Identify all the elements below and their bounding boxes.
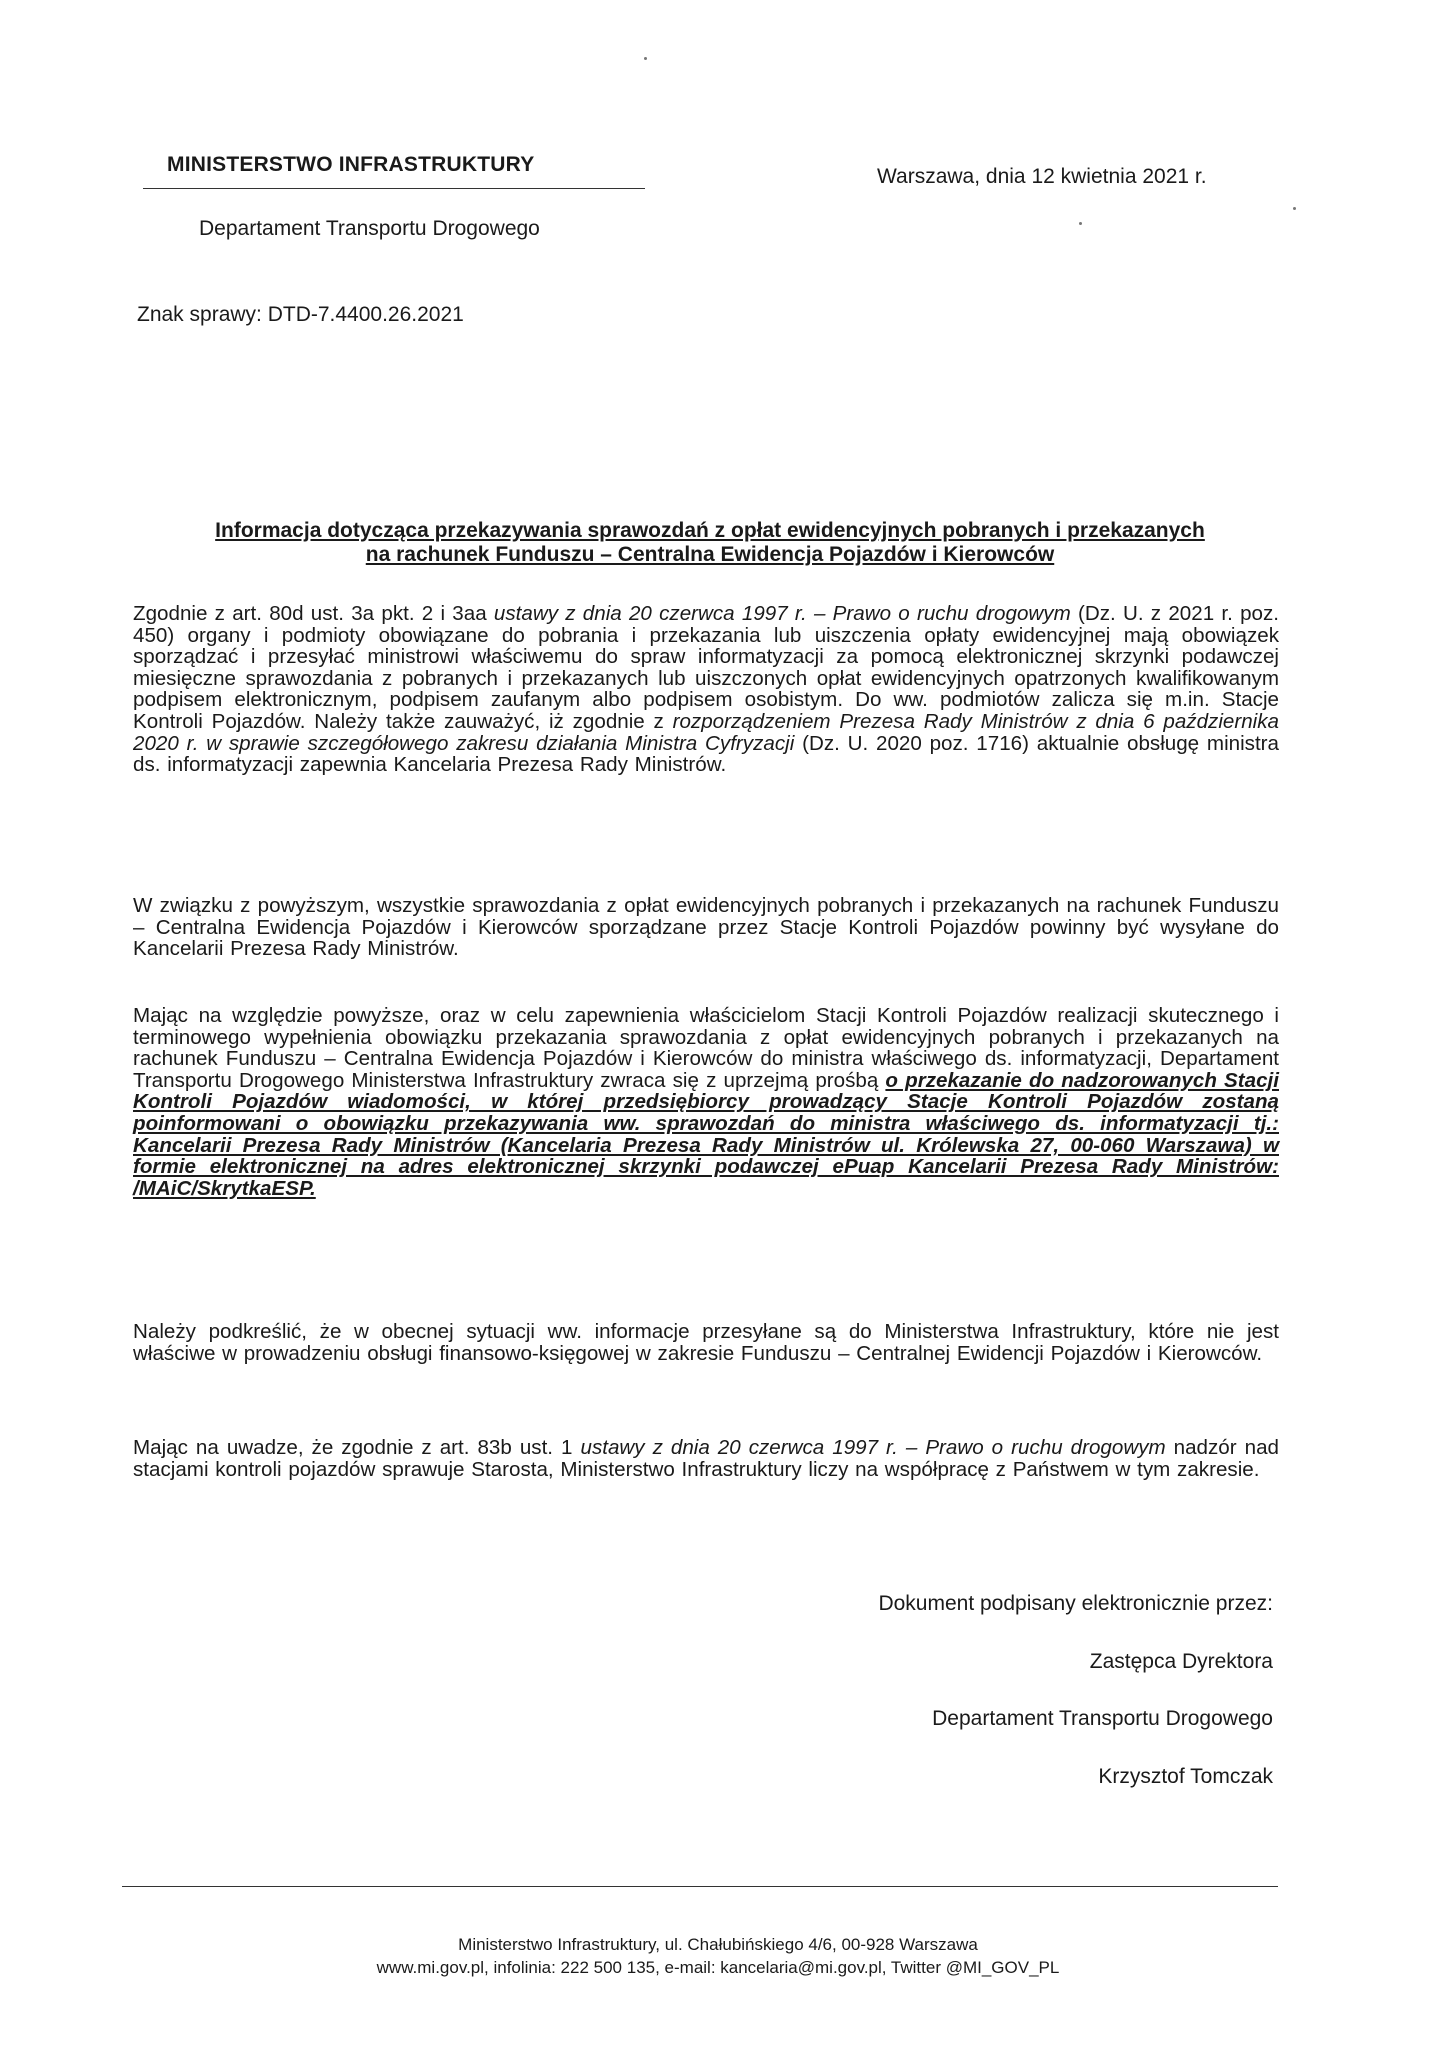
paragraph-1-text-e: (Dz. U. 2020 poz. 1716) aktualnie obsługę ministra ds. informatyzacji zapewnia Kancelaria Prezesa Rady Ministrów. [133,731,1279,777]
header-divider [143,188,645,189]
paragraph-5-act-reference: ustawy z dnia 20 czerwca 1997 r. – Prawo o ruchu drogowym [580,1436,1166,1459]
document-title [130,519,1290,567]
paragraph-1 [133,603,1279,776]
footer-divider [122,1886,1278,1887]
signature-intro: Dokument podpisany elektronicznie przez: [878,1592,1273,1615]
document-date: Warszawa, dnia 12 kwietnia 2021 r. [877,165,1207,188]
paragraph-2: W związku z powyższym, wszystkie sprawozdania z opłat ewidencyjnych pobranych i przekazanych na rachunek Funduszu – Centralna Ewidencja Pojazdów i Kierowców sporządzane przez Stacje Kontroli Pojazdów powinny być wysyłane do Kancelarii Prezesa Rady Ministrów. [133,894,1279,961]
paragraph-3-request-emphasis: o przekazanie do nadzorowanych Stacji Kontroli Pojazdów wiadomości, w której przedsiębiorcy prowadzący Stacje Kontroli Pojazdów zostaną poinformowani o obowiązku przekazywania ww. sprawozdań do ministra właściwego ds. informatyzacji tj.: Kancelarii Prezesa Rady Ministrów (Kancelaria Prezesa Rady Ministrów ul. Królewska 27, 00-060 Warszawa) w formie elektronicznej na adres elektronicznej skrzynki podawczej ePuap Kancelarii Prezesa Rady Ministrów: /MAiC/SkrytkaESP. [133,1068,1279,1200]
paragraph-4: Należy podkreślić, że w obecnej sytuacji ww. informacje przesyłane są do Ministerstwa Infrastruktury, które nie jest właściwe w prowadzeniu obsługi finansowo-księgowej w zakresie Funduszu – Centralnej Ewidencji Pojazdów i Kierowców. [133,1320,1279,1365]
footer-address: Ministerstwo Infrastruktury, ul. Chałubińskiego 4/6, 00-928 Warszawa [458,1935,978,1954]
signature-name: Krzysztof Tomczak [1098,1765,1273,1788]
signature-department: Departament Transportu Drogowego [932,1707,1273,1730]
title-line-2: na rachunek Funduszu – Centralna Ewidencja Pojazdów i Kierowców [365,543,1055,566]
signature-position: Zastępca Dyrektora [1089,1650,1273,1673]
scan-speck [644,57,647,60]
paragraph-5-text-a: Mając na uwadze, że zgodnie z art. 83b ust. 1 [133,1436,581,1459]
paragraph-1-text-a: Zgodnie z art. 80d ust. 3a pkt. 2 i 3aa [133,602,494,625]
paragraph-3-text-a: Mając na względzie powyższe, oraz w celu zapewnienia właścicielom Stacji Kontroli Pojazdów realizacji skutecznego i terminowego wypełnienia obowiązku przekazania sprawozdania z opłat ewidencyjnych pobranych i przekazanych na rachunek Funduszu – Centralna Ewidencja Pojazdów i Kierowców do ministra właściwego ds. informatyzacji, Departament Transportu Drogowego Ministerstwa Infrastruktury zwraca się z uprzejmą prośbą [133,1004,1279,1092]
paragraph-3 [133,1005,1279,1199]
case-number: Znak sprawy: DTD-7.4400.26.2021 [137,303,464,326]
footer-contact: www.mi.gov.pl, infolinia: 222 500 135, e-mail: kancelaria@mi.gov.pl, Twitter @MI_GOV_PL [376,1958,1060,1977]
paragraph-5 [133,1437,1279,1480]
paragraph-1-regulation-reference: rozporządzeniem Prezesa Rady Ministrów z dnia 6 października 2020 r. w sprawie szczegółowego zakresu działania Ministra Cyfryzacji [133,709,1279,755]
ministry-name: MINISTERSTWO INFRASTRUKTURY [167,153,535,176]
paragraph-1-text-c: (Dz. U. z 2021 r. poz. 450) organy i podmioty obowiązane do pobrania i przekazania lub uiszczenia opłaty ewidencyjnej mają obowiązek sporządzać i przesyłać ministrowi właściwemu do spraw informatyzacji za pomocą elektronicznej skrzynki podawczej miesięczne sprawozdania z pobranych i przekazanych lub uiszczonych opłat ewidencyjnych opatrzonych kwalifikowanym podpisem elektronicznym, podpisem zaufanym albo podpisem osobistym. Do ww. podmiotów zalicza się m.in. Stacje Kontroli Pojazdów. Należy także zauważyć, iż zgodnie z [133,602,1279,733]
paragraph-5-text-c: nadzór nad stacjami kontroli pojazdów sprawuje Starosta, Ministerstwo Infrastruktury liczy na współpracę z Państwem w tym zakresie. [133,1436,1279,1481]
department-name: Departament Transportu Drogowego [199,217,540,240]
title-line-1: Informacja dotycząca przekazywania sprawozdań z opłat ewidencyjnych pobranych i przekazanych [215,519,1205,542]
paragraph-1-act-reference: ustawy z dnia 20 czerwca 1997 r. – Prawo o ruchu drogowym [493,602,1071,625]
scan-speck [1293,207,1296,210]
scan-speck [1079,222,1082,225]
